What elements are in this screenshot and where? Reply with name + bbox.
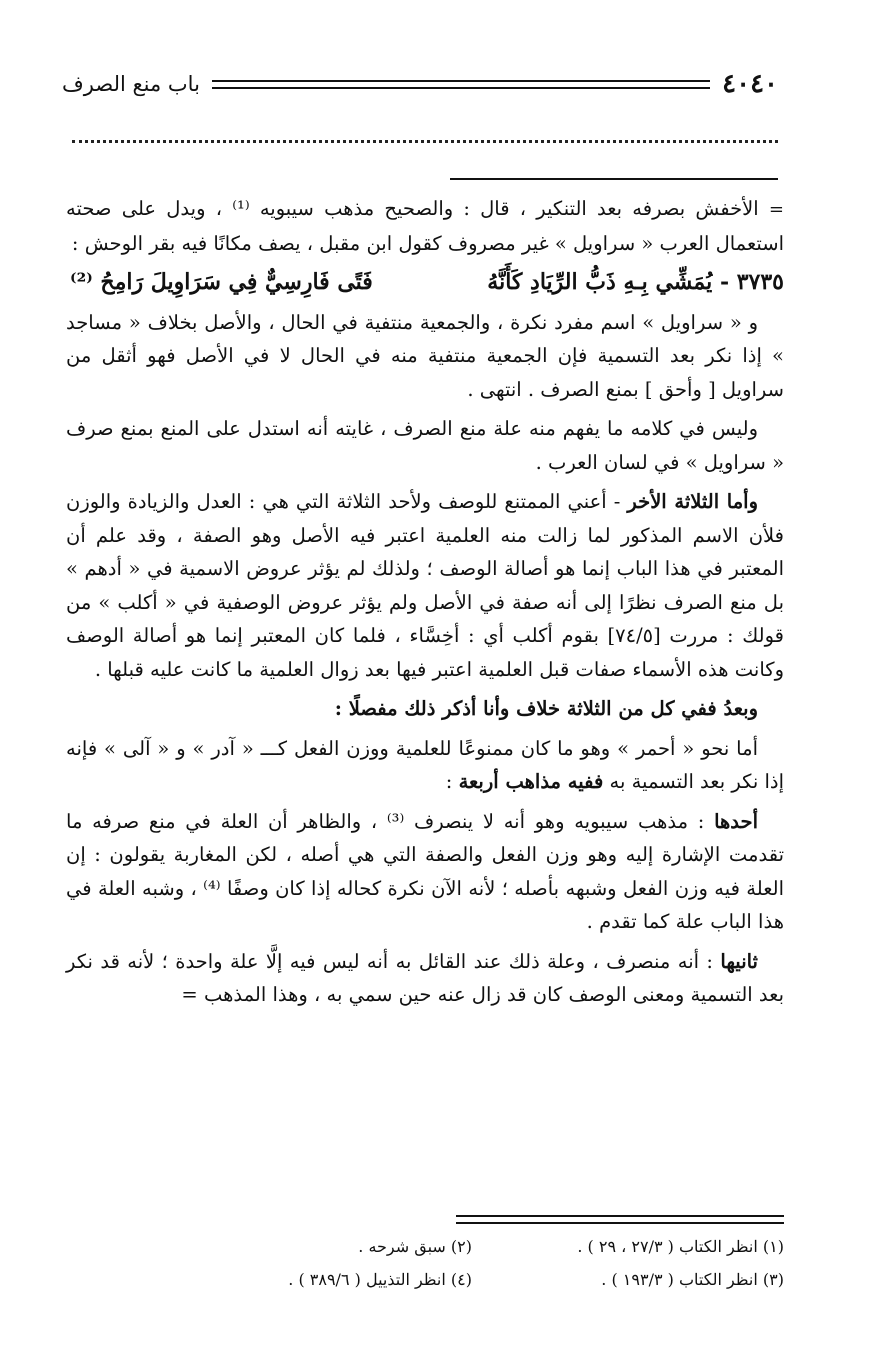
verse-hemistich-1: يُمَشِّي بِـهِ ذَبُّ الرِّيَادِ كَأَنَّهُ [487, 269, 713, 295]
dotted-separator [72, 140, 778, 143]
paragraph-4-text: - أعني الممتنع للوصف ولأحد الثلاثة التي هي : العدل والزيادة والوزن فلأن الاسم المذكور لما زالت منه العلمية اعتبر فيه الأصل وهو الصفة ، وقد علم أن المعتبر في هذا الباب إنما هو أصالة الوصف ؛ ولذلك لم يؤثر عروض الاسمية في « أدهم » بل منع الصرف نظرًا إلى أنه صفة في الأصل ولم يؤثر عروض الوصفية في « أكلب » من قولك : مررت [٧٤/٥] بقوم أكلب أي : أخِسَّاء ، فلما كان المعتبر إنما هو أصالة الوصف وكانت هذه الأسماء صفات قبل العلمية اعتبر فيها بعد زوال العلمية ما كانت عليه قبلها . [66, 490, 784, 681]
paragraph-6-text-a: أما نحو « أحمر » وهو ما كان ممنوعًا للعلمية ووزن الفعل كـــ « آدر » و « آلى » فإنه إذا نكر بعد التسمية به [66, 736, 784, 793]
paragraph-7 [66, 805, 784, 939]
footnote-rule [456, 1215, 784, 1224]
continuation-mark: = [768, 199, 785, 220]
paragraph-4 [66, 485, 784, 686]
footnote-1: (١) انظر الكتاب ( ٢٧/٣ ، ٢٩ ) . [577, 1237, 784, 1256]
poetry-verse [66, 266, 784, 300]
paragraph-1-text: الأخفش بصرفه بعد التنكير ، قال : والصحيح مذهب سيبويه ⁽¹⁾ ، ويدل على صحته استعمال العرب « سراويل » غير مصروف كقول ابن مقبل ، يصف مكانًا فيه بقر الوحش : [66, 197, 784, 255]
chapter-title: باب منع الصرف [62, 72, 200, 96]
paragraph-7-heading: أحدها [714, 809, 759, 833]
paragraph-6-text-c: : [445, 770, 459, 793]
paragraph-6-emphasis: ففيه مذاهب أربعة [458, 770, 604, 793]
footnote-4: (٤) انظر التذييل ( ٣٨٩/٦ ) . [288, 1270, 472, 1289]
footnote-3: (٣) انظر الكتاب ( ١٩٣/٣ ) . [601, 1270, 784, 1289]
main-text [66, 192, 784, 1018]
paragraph-5: وبعدُ ففي كل من الثلاثة خلاف وأنا أذكر ذلك مفصلًا : [334, 697, 758, 720]
paragraph-8-text: : أنه منصرف ، وعلة ذلك عند القائل به أنه ليس فيه إلَّا علة واحدة ؛ لأنه قد نكر بعد التسمية ومعنى الوصف كان قد زال عنه حين سمي به ، وهذا المذهب = [66, 949, 784, 1006]
footnote-2: (٢) سبق شرحه . [358, 1237, 472, 1256]
running-header [62, 66, 778, 102]
page-number: ٤٠٤٠ [722, 69, 778, 99]
paragraph-2: و « سراويل » اسم مفرد نكرة ، والجمعية منتفية في الحال ، والأصل بخلاف « مساجد » إذا نكر بعد التسمية فإن الجمعية منتفية منه في الحال لا في الأصل فهو أثقل من سراويل [ وأحق ] بمنع الصرف . انتهى . [66, 310, 784, 401]
verse-hemistich-2: فَتًى فَارِسِيٌّ فِي سَرَاوِيلَ رَامِحُ ⁽²⁾ [70, 269, 373, 295]
paragraph-3: وليس في كلامه ما يفهم منه علة منع الصرف ، غايته أنه استدل على المنع بمنع صرف « سراويل » في لسان العرب . [66, 417, 784, 474]
paragraph-8 [66, 945, 784, 1012]
header-double-rule [212, 80, 710, 89]
paragraph-4-heading: وأما الثلاثة الأخر [627, 490, 758, 513]
top-rule [450, 178, 778, 180]
verse-number: ٣٧٣٥ - [719, 269, 784, 295]
paragraph-6 [66, 732, 784, 799]
paragraph-8-heading: ثانيها [720, 949, 758, 973]
paragraph-7-text: : مذهب سيبويه وهو أنه لا ينصرف ⁽³⁾ ، والظاهر أن العلة في منع صرفه ما تقدمت الإشارة إليه وهو وزن الفعل والصفة التي هي أصله ، لكن المغاربة يقولون : إن العلة فيه وزن الفعل وشبهه بأصله ؛ لأنه الآن نكرة كحاله إذا كان وصفًا ⁽⁴⁾ ، وشبه العلة في هذا الباب علة كما تقدم . [66, 809, 784, 933]
footnotes [170, 1230, 784, 1296]
paragraph-1 [66, 192, 784, 260]
verse-first-hemistich [487, 266, 784, 300]
